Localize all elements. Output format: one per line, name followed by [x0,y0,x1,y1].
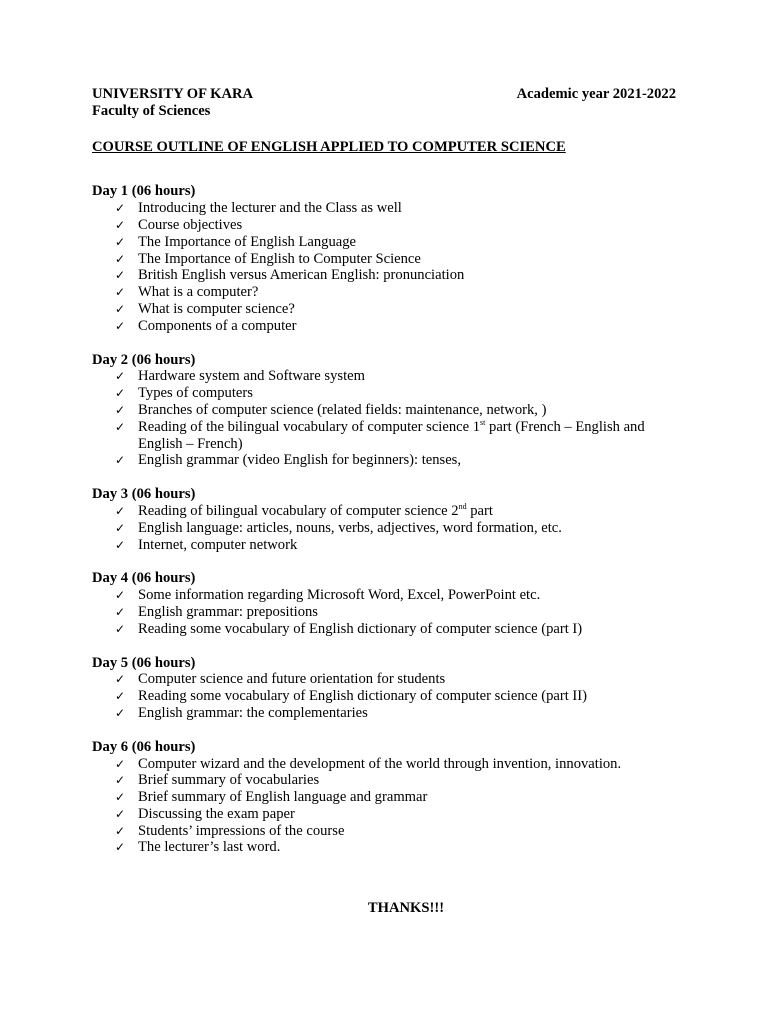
day-section [92,655,676,722]
list-item [92,503,676,520]
checkmark-icon: ✓ [115,520,126,535]
list-item-text: British English versus American English: pronunciation [138,267,465,284]
list-item [92,301,676,318]
checkmark-icon: ✓ [115,201,126,216]
list-item [92,688,676,705]
list-item [92,705,676,722]
list-item-text: Computer science and future orientation for students [138,671,446,688]
list-item-text: Reading some vocabulary of English dictionary of computer science (part I) [138,620,583,637]
checkmark-icon: ✓ [115,756,126,771]
ordinal-suffix: st [480,417,486,427]
list-item-text: What is a computer? [138,284,259,301]
day-heading: Day 1 (06 hours) [92,183,196,200]
list-item-text: Introducing the lecturer and the Class as well [138,200,402,217]
checkmark-icon: ✓ [115,689,126,704]
list-item-text: Course objectives [138,216,243,233]
ordinal-suffix: nd [458,502,467,512]
list-item-text: Branches of computer science (related fields: maintenance, network, ) [138,401,547,418]
list-item-text: Types of computers [138,385,253,402]
day-section [92,183,676,334]
day-section [92,739,676,857]
list-item-text: Reading of the bilingual vocabulary of computer science 1 [138,418,481,435]
list-item-text: Components of a computer [138,317,297,334]
academic-year: Academic year 2021-2022 [516,86,676,102]
list-item [92,772,676,789]
list-item [92,587,676,604]
checkmark-icon: ✓ [115,672,126,687]
topic-list [92,503,676,553]
list-item-text: Internet, computer network [138,536,298,553]
document-page [92,86,676,856]
checkmark-icon: ✓ [115,773,126,788]
checkmark-icon: ✓ [115,234,126,249]
list-item [92,621,676,638]
day-heading: Day 3 (06 hours) [92,486,196,503]
checkmark-icon: ✓ [115,621,126,636]
topic-list [92,368,676,469]
list-item [92,318,676,335]
list-item [92,671,676,688]
list-item [92,385,676,402]
checkmark-icon: ✓ [115,369,126,384]
list-item-text: Discussing the exam paper [138,805,295,822]
checkmark-icon: ✓ [115,705,126,720]
list-item [92,217,676,234]
list-item [92,806,676,823]
checkmark-icon: ✓ [115,840,126,855]
list-item-text: Hardware system and Software system [138,368,365,385]
list-item-text: English grammar: prepositions [138,603,318,620]
list-item-text: Reading of bilingual vocabulary of computer science 2 [138,502,459,519]
checkmark-icon: ✓ [115,537,126,552]
list-item-text: The Importance of English to Computer Science [138,250,421,267]
list-item-text: Some information regarding Microsoft Word, Excel, PowerPoint etc. [138,587,541,604]
list-item [92,200,676,217]
list-item [92,267,676,284]
header-row [92,86,676,103]
list-item [92,823,676,840]
checkmark-icon: ✓ [115,790,126,805]
topic-list [92,587,676,637]
closing-thanks: THANKS!!! [367,900,445,916]
day-sections [92,183,676,856]
checkmark-icon: ✓ [115,386,126,401]
day-section [92,352,676,470]
list-item [92,839,676,856]
day-section [92,570,676,637]
list-item-text: The lecturer’s last word. [138,839,281,856]
list-item [92,402,676,419]
list-item [92,251,676,268]
list-item-text: Students’ impressions of the course [138,822,345,839]
list-item-text: Reading some vocabulary of English dictionary of computer science (part II) [138,688,588,705]
checkmark-icon: ✓ [115,318,126,333]
list-item [92,756,676,773]
list-item-text: Brief summary of English language and grammar [138,789,428,806]
faculty-name: Faculty of Sciences [92,102,211,119]
list-item-text-continued: part [466,502,493,519]
day-heading: Day 4 (06 hours) [92,570,196,587]
list-item [92,604,676,621]
checkmark-icon: ✓ [115,268,126,283]
list-item [92,284,676,301]
course-title: COURSE OUTLINE OF ENGLISH APPLIED TO COMPUTER SCIENCE [92,138,566,155]
checkmark-icon: ✓ [115,217,126,232]
list-item-text: The Importance of English Language [138,233,357,250]
checkmark-icon: ✓ [115,823,126,838]
day-heading: Day 6 (06 hours) [92,738,196,755]
list-item-text: English language: articles, nouns, verbs, adjectives, word formation, etc. [138,519,562,536]
checkmark-icon: ✓ [115,503,126,518]
list-item-text: Brief summary of vocabularies [138,772,320,789]
list-item [92,368,676,385]
day-heading: Day 5 (06 hours) [92,654,196,671]
list-item [92,419,676,453]
checkmark-icon: ✓ [115,402,126,417]
day-section [92,486,676,553]
list-item-text: English grammar (video English for beginners): tenses, [138,452,462,469]
checkmark-icon: ✓ [115,285,126,300]
checkmark-icon: ✓ [115,301,126,316]
topic-list [92,671,676,721]
list-item [92,537,676,554]
list-item-text-continued: part (French – English and English – French) [138,418,645,452]
checkmark-icon: ✓ [115,251,126,266]
checkmark-icon: ✓ [115,604,126,619]
list-item-text: Computer wizard and the development of the world through invention, innovation. [138,755,622,772]
university-name: UNIVERSITY OF KARA [92,86,254,102]
topic-list [92,200,676,334]
checkmark-icon: ✓ [115,419,126,434]
checkmark-icon: ✓ [115,806,126,821]
list-item [92,234,676,251]
checkmark-icon: ✓ [115,588,126,603]
list-item [92,789,676,806]
list-item-text: What is computer science? [138,300,295,317]
day-heading: Day 2 (06 hours) [92,351,196,368]
checkmark-icon: ✓ [115,453,126,468]
list-item-text: English grammar: the complementaries [138,704,368,721]
list-item [92,520,676,537]
topic-list [92,756,676,857]
list-item [92,452,676,469]
